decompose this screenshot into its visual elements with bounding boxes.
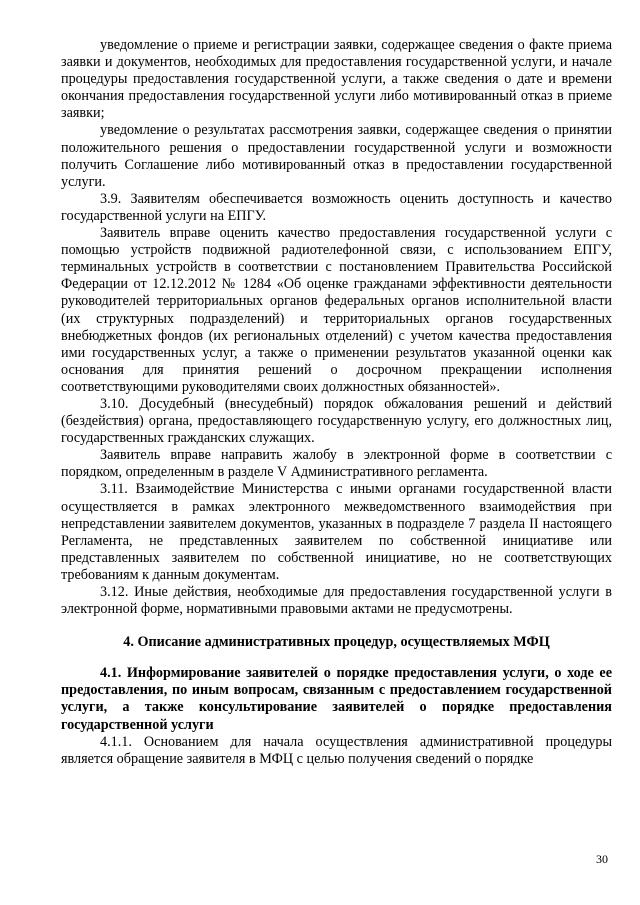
paragraph: 3.9. Заявителям обеспечивается возможность оценить доступность и качество государственной услуги на ЕПГУ.: [61, 190, 612, 224]
paragraph: Заявитель вправе направить жалобу в электронной форме в соответствии с порядком, определенным в разделе V Административного регламента.: [61, 447, 612, 481]
subsection-heading: 4.1. Информирование заявителей о порядке предоставления услуги, о ходе ее предоставления, по иным вопросам, связанным с предоставлением государственной услуги, а также консультирование заявителей о порядке предоставления государственной услуги: [61, 665, 612, 733]
paragraph: 3.12. Иные действия, необходимые для предоставления государственной услуги в электронной форме, нормативными правовыми актами не предусмотрены.: [61, 584, 612, 618]
paragraph: 3.11. Взаимодействие Министерства с иными органами государственной власти осуществляется в рамках электронного межведомственного взаимодействия при непредставлении заявителем документов, указанных в подразделе 7 раздела II настоящего Регламента, не представленных заявителем по собственной инициативе или представленных заявителем по собственной инициативе, но не соответствующих требованиям к данным документам.: [61, 481, 612, 583]
paragraph: 4.1.1. Основанием для начала осуществления административной процедуры является обращение заявителя в МФЦ с целью получения сведений о порядке: [61, 733, 612, 767]
paragraph: Заявитель вправе оценить качество предоставления государственной услуги с помощью устройств подвижной радиотелефонной связи, с использованием ЕПГУ, терминальных устройств в соответствии с постановлением Правительства Российской Федерации от 12.12.2012 № 1284 «Об оценке гражданами эффективности деятельности руководителей территориальных органов федеральных органов исполнительной власти (их структурных подразделений) и территориальных органов государственных внебюджетных фондов (их региональных отделений) с учетом качества предоставления ими государственных услуг, а также о применении результатов указанной оценки как основания для принятия решений о досрочном прекращении исполнения соответствующими руководителями своих должностных обязанностей».: [61, 225, 612, 395]
section-heading: 4. Описание административных процедур, осуществляемых МФЦ: [123, 634, 550, 651]
paragraph: уведомление о приеме и регистрации заявки, содержащее сведения о факте приема заявки и документов, необходимых для предоставления государственной услуги, и начале процедуры предоставления государственной услуги, а также сведения о дате и времени окончания предоставления государственной услуги либо мотивированный отказ в приеме заявки;: [61, 37, 612, 122]
paragraph: уведомление о результатах рассмотрения заявки, содержащее сведения о принятии положительного решения о предоставлении государственной услуги и возможности получить Соглашение либо мотивированный отказ в предоставлении государственной услуги.: [61, 122, 612, 190]
paragraph: 3.10. Досудебный (внесудебный) порядок обжалования решений и действий (бездействия) органа, предоставляющего государственную услугу, его должностных лиц, государственных гражданских служащих.: [61, 395, 612, 447]
page-number: 30: [596, 852, 608, 866]
